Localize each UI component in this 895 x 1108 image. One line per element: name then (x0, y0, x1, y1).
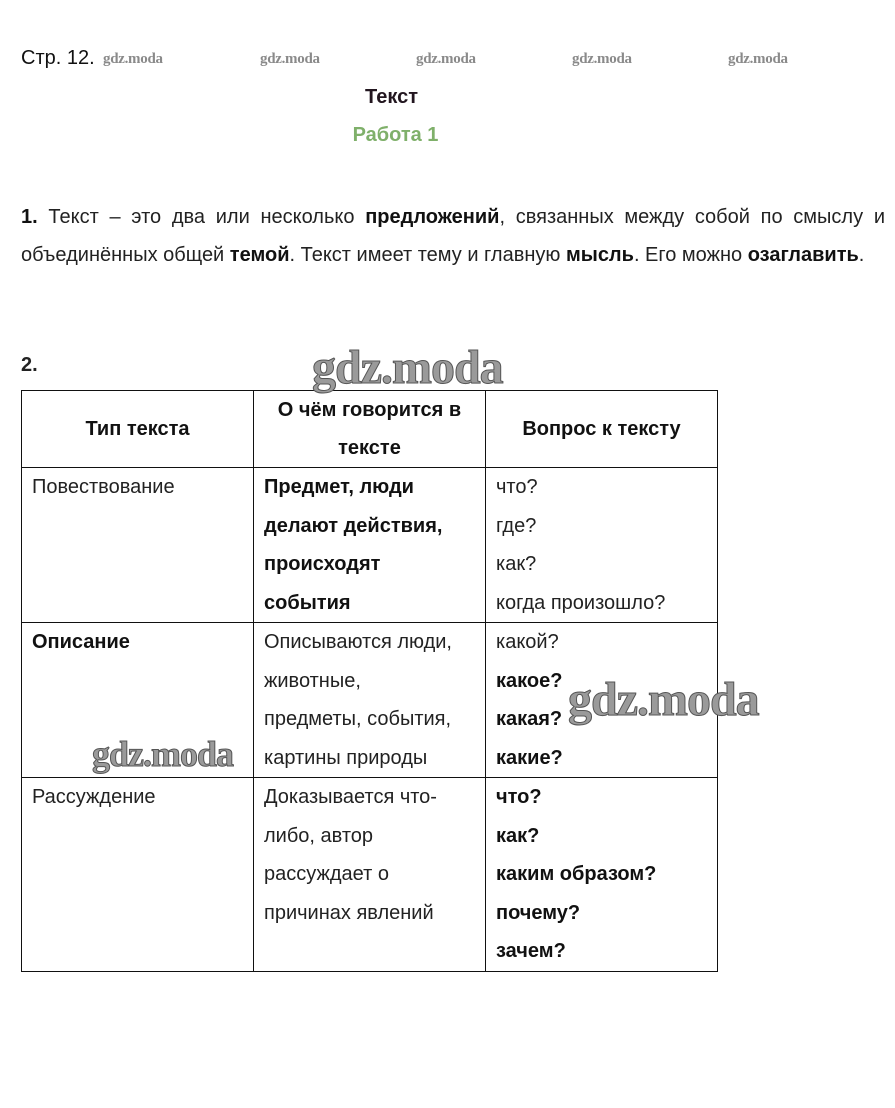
questions-cell (486, 778, 718, 972)
table-row (22, 778, 718, 972)
task-1-paragraph (21, 198, 885, 274)
about-line: делают действия, (264, 514, 443, 537)
header-cell: Вопрос к тексту (486, 391, 718, 468)
text-type-label: Рассуждение (32, 786, 156, 808)
watermark: gdz.moda (312, 341, 503, 394)
paragraph-text: . (858, 244, 865, 266)
text-type-cell (22, 468, 254, 623)
question-item: как? (496, 824, 540, 847)
about-cell (254, 468, 486, 623)
question-item: каким образом? (496, 863, 657, 885)
paragraph-text: . Текст имеет тему и главную (289, 244, 566, 266)
header-cell: О чём говорится в тексте (254, 391, 486, 468)
watermark: gdz.moda (572, 51, 632, 67)
text-type-label: Описание (32, 631, 130, 653)
question-item: что? (496, 476, 538, 498)
question-item: что? (496, 786, 542, 808)
about-line: Описываются люди, (264, 631, 452, 653)
watermark: gdz.moda (728, 51, 788, 67)
key-term: темой (229, 244, 290, 266)
section-title: Текст (364, 86, 418, 108)
question-item: какое? (496, 669, 563, 692)
about-cell (254, 778, 486, 972)
about-line: животные, (264, 669, 361, 692)
watermark: gdz.moda (568, 673, 759, 726)
about-cell (254, 623, 486, 778)
key-term: озаглавить (747, 244, 859, 266)
about-line: картины природы (264, 746, 428, 769)
about-line: происходят (264, 553, 381, 575)
question-item: как? (496, 553, 537, 575)
section-subtitle: Работа 1 (352, 124, 439, 146)
question-item: когда произошло? (496, 591, 666, 614)
questions-cell (486, 468, 718, 623)
key-term: предложений (365, 206, 500, 228)
page-number-label: Стр. 12. (21, 47, 95, 69)
task-number: 1. (21, 206, 38, 228)
key-term: мысль (565, 244, 634, 266)
about-line: причинах явлений (264, 901, 434, 924)
table-header-row (22, 391, 718, 468)
about-line: события (264, 591, 351, 614)
paragraph-text: , связанных между собой по смыслу и объединённых общей (21, 206, 885, 266)
question-item: какой? (496, 631, 559, 653)
table-row (22, 468, 718, 623)
question-item: какие? (496, 746, 563, 769)
question-item: какая? (496, 708, 563, 730)
about-line: рассуждает о (264, 863, 389, 885)
paragraph-text: Текст – это два или несколько (37, 206, 366, 228)
watermark: gdz.moda (92, 734, 234, 774)
question-item: почему? (496, 901, 581, 924)
watermark: gdz.moda (260, 51, 320, 67)
question-item: зачем? (496, 940, 566, 962)
text-type-cell (22, 778, 254, 972)
watermark: gdz.moda (103, 51, 163, 67)
paragraph-text: . Его можно (633, 244, 748, 266)
about-line: Доказывается что- (264, 786, 437, 808)
text-type-label: Повествование (32, 476, 175, 498)
watermark: gdz.moda (416, 51, 476, 67)
header-cell: Тип текста (22, 391, 254, 468)
about-line: предметы, события, (264, 708, 452, 730)
task-2-number: 2. (21, 354, 38, 376)
about-line: либо, автор (264, 824, 374, 847)
question-item: где? (496, 514, 537, 537)
about-line: Предмет, люди (264, 476, 414, 498)
